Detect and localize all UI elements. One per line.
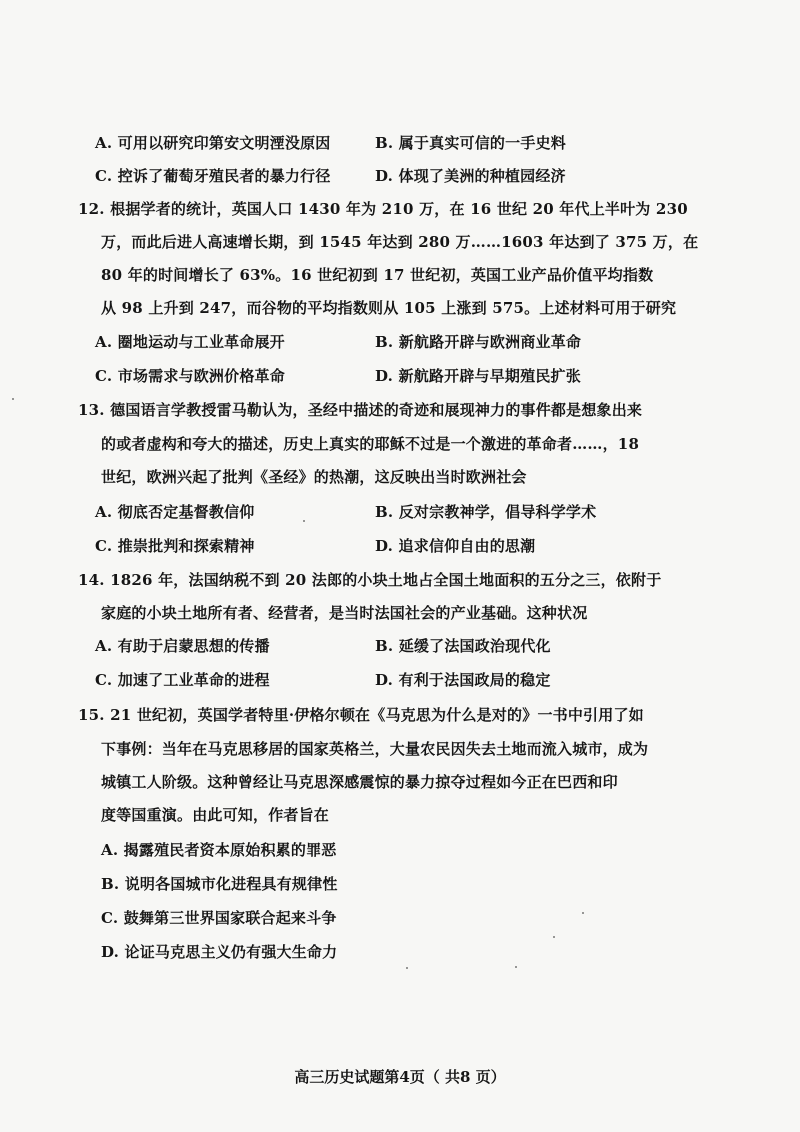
q12-option-a: A. 圈地运动与工业革命展开	[95, 333, 285, 351]
q15-stem-line-3: 城镇工人阶级。这种曾经让马克思深感震惊的暴力掠夺过程如今正在巴西和印	[101, 773, 618, 791]
q15-option-d: D. 论证马克思主义仍有强大生命力	[101, 943, 338, 961]
page-footer: 高三历史试题第4页（ 共8 页）	[294, 1068, 506, 1086]
q15-option-a: A. 揭露殖民者资本原始积累的罪恶	[101, 841, 337, 859]
q11-option-d: D. 体现了美洲的种植园经济	[375, 167, 566, 185]
scan-speck	[515, 966, 517, 968]
q15-stem-line-2: 下事例：当年在马克思移居的国家英格兰，大量农民因失去土地而流入城市，成为	[101, 740, 649, 758]
scan-speck	[582, 912, 584, 914]
scan-speck	[406, 967, 408, 969]
q13-stem-line-3: 世纪，欧洲兴起了批判《圣经》的热潮，这反映出当时欧洲社会	[101, 468, 527, 486]
q14-option-d: D. 有利于法国政局的稳定	[375, 671, 551, 689]
scan-speck	[12, 398, 14, 400]
q11-option-a: A. 可用以研究印第安文明湮没原因	[95, 134, 331, 152]
q12-option-b: B. 新航路开辟与欧洲商业革命	[375, 333, 582, 351]
q15-stem-line-4: 度等国重演。由此可知，作者旨在	[101, 806, 330, 824]
q11-option-c: C. 控诉了葡萄牙殖民者的暴力行径	[95, 167, 331, 185]
q13-stem-line-2: 的或者虚构和夸大的描述，历史上真实的耶稣不过是一个激进的革命者……，18	[101, 435, 640, 453]
q13-option-b: B. 反对宗教神学，倡导科学学术	[375, 503, 597, 521]
q15-option-b: B. 说明各国城市化进程具有规律性	[101, 875, 338, 893]
q14-stem-line-1: 14. 1826 年，法国纳税不到 20 法郎的小块土地占全国土地面积的五分之三，依附于	[78, 571, 662, 589]
q14-option-b: B. 延缓了法国政治现代化	[375, 637, 551, 655]
q12-option-c: C. 市场需求与欧洲价格革命	[95, 367, 285, 385]
q12-stem-line-1: 12. 根据学者的统计，英国人口 1430 年为 210 万，在 16 世纪 20 年代上半叶为 230	[78, 200, 688, 218]
q12-stem-line-2: 万，而此后进人高速增长期，到 1545 年达到 280 万……1603 年达到了 375 万，在	[101, 233, 699, 251]
q13-option-c: C. 推崇批判和探索精神	[95, 537, 255, 555]
scan-speck	[303, 520, 305, 522]
q12-stem-line-3: 80 年的时间增长了 63%。16 世纪初到 17 世纪初，英国工业产品价值平均指数	[101, 266, 654, 284]
q14-option-c: C. 加速了工业革命的进程	[95, 671, 270, 689]
q14-option-a: A. 有助于启蒙思想的传播	[95, 637, 270, 655]
q15-stem-line-1: 15. 21 世纪初，英国学者特里·伊格尔顿在《马克思为什么是对的》一书中引用了如	[78, 706, 644, 724]
scan-speck	[553, 936, 555, 938]
q14-stem-line-2: 家庭的小块土地所有者、经营者，是当时法国社会的产业基础。这种状况	[101, 604, 588, 622]
q12-stem-line-4: 从 98 上升到 247，而谷物的平均指数则从 105 上涨到 575。上述材料可用于研究	[101, 299, 677, 317]
q15-option-c: C. 鼓舞第三世界国家联合起来斗争	[101, 909, 337, 927]
q11-option-b: B. 属于真实可信的一手史料	[375, 134, 566, 152]
q12-option-d: D. 新航路开辟与早期殖民扩张	[375, 367, 581, 385]
q13-option-a: A. 彻底否定基督教信仰	[95, 503, 255, 521]
q13-stem-line-1: 13. 德国语言学教授雷马勒认为，圣经中描述的奇迹和展现神力的事件都是想象出来	[78, 401, 643, 419]
q13-option-d: D. 追求信仰自由的思潮	[375, 537, 536, 555]
